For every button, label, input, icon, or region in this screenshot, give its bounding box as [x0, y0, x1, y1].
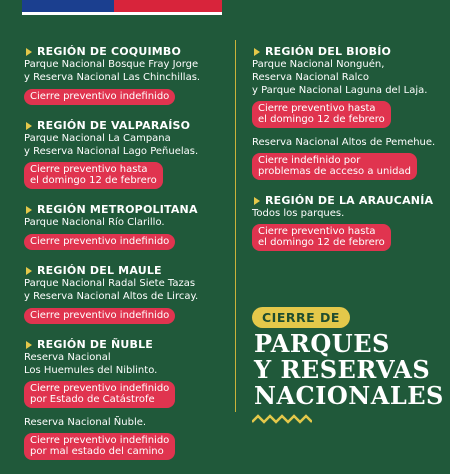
flag-white-stripe	[22, 12, 222, 15]
region-title-text: REGIÓN METROPOLITANA	[37, 203, 198, 216]
closure-badge-text: Cierre preventivo indefinido	[30, 310, 170, 321]
triangle-bullet-icon	[26, 267, 32, 275]
triangle-bullet-icon	[254, 197, 260, 205]
spacer	[24, 408, 229, 416]
region-description: Parque Nacional Bosque Fray Jorge	[24, 59, 199, 70]
closure-badge-text: por mal estado del camino	[30, 446, 164, 457]
closure-badge	[252, 224, 391, 251]
region-description: Reserva Nacional Ñuble.	[24, 417, 147, 428]
closure-badge-text: Cierre preventivo indefinido	[30, 236, 170, 247]
region-block	[24, 264, 229, 324]
region-title-text: REGIÓN DE ÑUBLE	[37, 338, 154, 351]
region-description: Reserva Nacional	[24, 352, 111, 363]
region-description: y Reserva Nacional Lago Peñuelas.	[24, 146, 199, 157]
region-description: Reserva Nacional Altos de Pemehue.	[252, 137, 436, 148]
region-description: Parque Nacional La Campana	[24, 133, 171, 144]
region-title	[24, 264, 229, 277]
region-title	[24, 338, 229, 351]
heading-line-3: NACIONALES	[254, 381, 444, 410]
region-title	[24, 203, 229, 216]
region-description: y Parque Nacional Laguna del Laja.	[252, 85, 428, 96]
heading-line-1: PARQUES	[254, 329, 390, 358]
closure-badge	[252, 101, 391, 128]
region-description: Todos los parques.	[252, 208, 345, 219]
region-description: y Reserva Nacional Las Chinchillas.	[24, 72, 201, 83]
closure-badge-text: el domingo 12 de febrero	[258, 237, 385, 248]
region-description: Reserva Nacional Ralco	[252, 72, 370, 83]
heading-pill: CIERRE DE	[252, 307, 350, 328]
closure-badge-text: Cierre preventivo hasta	[258, 103, 376, 114]
region-block	[24, 45, 229, 105]
region-title-text: REGIÓN DEL BIOBÍO	[265, 45, 392, 58]
zigzag-decoration	[252, 414, 312, 424]
closure-badge-text: Cierre preventivo indefinido	[30, 91, 170, 102]
triangle-bullet-icon	[254, 48, 260, 56]
triangle-bullet-icon	[26, 206, 32, 214]
triangle-bullet-icon	[26, 341, 32, 349]
region-block	[252, 194, 442, 251]
region-description: Parque Nacional Radal Siete Tazas	[24, 278, 196, 289]
spacer	[252, 128, 442, 136]
closure-badge-text: Cierre preventivo hasta	[30, 164, 148, 175]
closure-badge-text: Cierre preventivo hasta	[258, 226, 376, 237]
region-block	[252, 45, 442, 180]
region-title	[24, 119, 229, 132]
region-block	[24, 119, 229, 189]
flag-red-stripe	[114, 0, 222, 12]
closure-badge-text: por Estado de Catástrofe	[30, 394, 155, 405]
region-title-text: REGIÓN DE LA ARAUCANÍA	[265, 194, 434, 207]
triangle-bullet-icon	[26, 48, 32, 56]
closure-badge	[24, 89, 175, 105]
region-title	[24, 45, 229, 58]
flag-blue-stripe	[22, 0, 114, 12]
closure-badge	[252, 153, 417, 180]
closure-badge	[24, 234, 175, 250]
closure-badge-text: Cierre preventivo indefinido	[30, 383, 170, 394]
closure-badge-text: problemas de acceso a unidad	[258, 166, 411, 177]
region-title-text: REGIÓN DEL MAULE	[37, 264, 162, 277]
closure-badge	[24, 308, 175, 324]
region-description: y Reserva Nacional Altos de Lircay.	[24, 291, 199, 302]
region-description: Parque Nacional Nonguén,	[252, 59, 385, 70]
left-column	[24, 45, 229, 474]
closure-badge	[24, 162, 163, 189]
closure-badge-text: el domingo 12 de febrero	[258, 114, 385, 125]
closure-badge-text: el domingo 12 de febrero	[30, 175, 157, 186]
region-title-text: REGIÓN DE COQUIMBO	[37, 45, 182, 58]
right-column	[252, 45, 442, 265]
column-divider	[235, 40, 236, 412]
region-description: Parque Nacional Río Clarillo.	[24, 217, 165, 228]
region-description: Los Huemules del Niblinto.	[24, 365, 158, 376]
region-title	[252, 194, 442, 207]
triangle-bullet-icon	[26, 122, 32, 130]
heading-line-2: Y RESERVAS	[254, 355, 431, 384]
closure-badge	[24, 433, 175, 460]
region-title	[252, 45, 442, 58]
region-title-text: REGIÓN DE VALPARAÍSO	[37, 119, 191, 132]
region-block	[24, 338, 229, 460]
closure-badge	[24, 381, 175, 408]
closure-badge-text: Cierre indefinido por	[258, 155, 361, 166]
closure-badge-text: Cierre preventivo indefinido	[30, 435, 170, 446]
region-block	[24, 203, 229, 250]
